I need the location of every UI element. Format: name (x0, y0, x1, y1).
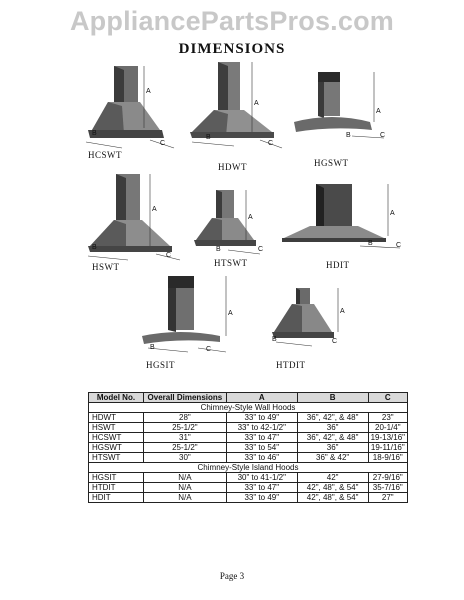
cell-c: 27" (368, 493, 407, 503)
dim-a: A (376, 108, 381, 115)
header-model: Model No. (89, 393, 144, 403)
header-b: B (297, 393, 368, 403)
table-row (89, 493, 408, 503)
dim-a: A (248, 214, 253, 221)
hood-label: HTDIT (276, 360, 306, 370)
hood-hgswt (292, 66, 392, 168)
cell-overall: 30" (143, 453, 226, 463)
hood-label: HCSWT (88, 150, 122, 160)
cell-b: 42" (297, 473, 368, 483)
cell-a: 33" to 47" (226, 483, 297, 493)
cell-model: HGSWT (89, 443, 144, 453)
cell-model: HDIT (89, 493, 144, 503)
dim-c: C (268, 140, 274, 147)
cell-overall: 25-1/2" (143, 443, 226, 453)
cell-c: 19-11/16" (368, 443, 407, 453)
cell-b: 36" & 42" (297, 453, 368, 463)
dim-b: B (346, 132, 351, 139)
cell-a: 33" to 47" (226, 433, 297, 443)
cell-a: 33" to 49" (226, 413, 297, 423)
dim-b: B (92, 130, 97, 137)
cell-b: 36", 42", & 48" (297, 413, 368, 423)
dim-b: B (216, 246, 221, 253)
cell-overall: 28" (143, 413, 226, 423)
dim-b: B (206, 134, 211, 141)
dim-c: C (166, 252, 172, 259)
table-row (89, 443, 408, 453)
cell-a: 33" to 46" (226, 453, 297, 463)
page-number: Page 3 (219, 571, 245, 581)
hood-htswt (188, 184, 278, 268)
cell-b: 42", 48", & 54" (297, 493, 368, 503)
cell-c: 27-9/16" (368, 473, 407, 483)
dim-c: C (380, 132, 386, 139)
group-title: Chimney-Style Wall Hoods (89, 403, 408, 413)
dim-c: C (332, 338, 338, 345)
hood-label: HDIT (326, 260, 350, 270)
cell-b: 36", 42", & 48" (297, 433, 368, 443)
dim-a: A (390, 210, 395, 217)
hood-hdwt (186, 58, 286, 172)
cell-c: 35-7/16" (368, 483, 407, 493)
dim-b: B (368, 240, 373, 247)
cell-a: 33" to 49" (226, 493, 297, 503)
hood-hswt (84, 170, 184, 270)
cell-model: HSWT (89, 423, 144, 433)
cell-model: HGSIT (89, 473, 144, 483)
cell-a: 33" to 54" (226, 443, 297, 453)
header-overall: Overall Dimensions (143, 393, 226, 403)
dim-c: C (206, 346, 212, 353)
hood-label: HSWT (92, 262, 120, 272)
cell-c: 23" (368, 413, 407, 423)
cell-b: 42", 48", & 54" (297, 483, 368, 493)
header-a: A (226, 393, 297, 403)
hood-hgsit (140, 272, 240, 368)
dim-a: A (152, 206, 157, 213)
cell-overall: N/A (143, 483, 226, 493)
page-title: DIMENSIONS (178, 41, 286, 57)
hood-label: HDWT (218, 162, 247, 172)
table-row (89, 453, 408, 463)
cell-b: 36" (297, 443, 368, 453)
dim-c: C (160, 140, 166, 147)
header-c: C (368, 393, 407, 403)
cell-c: 20-1/4" (368, 423, 407, 433)
watermark: AppliancePartsPros.com (69, 6, 394, 36)
cell-a: 30" to 41-1/2" (226, 473, 297, 483)
table-row (89, 483, 408, 493)
cell-model: HCSWT (89, 433, 144, 443)
dim-a: A (340, 308, 345, 315)
table-row (89, 473, 408, 483)
cell-overall: 31" (143, 433, 226, 443)
table-row (89, 423, 408, 433)
cell-overall: 25-1/2" (143, 423, 226, 433)
group-title: Chimney-Style Island Hoods (89, 463, 408, 473)
cell-model: HTSWT (89, 453, 144, 463)
cell-c: 18-9/16" (368, 453, 407, 463)
cell-b: 36" (297, 423, 368, 433)
cell-overall: N/A (143, 473, 226, 483)
cell-model: HDWT (89, 413, 144, 423)
dim-a: A (228, 310, 233, 317)
dim-a: A (254, 100, 259, 107)
hood-label: HGSWT (314, 158, 349, 168)
hood-hcswt (78, 58, 188, 160)
hood-label: HTSWT (214, 258, 248, 268)
group-row (89, 403, 408, 413)
dim-b: B (92, 244, 97, 251)
cell-a: 33" to 42-1/2" (226, 423, 297, 433)
group-row (89, 463, 408, 473)
cell-model: HTDIT (89, 483, 144, 493)
dim-b: B (150, 344, 155, 351)
table-row (89, 433, 408, 443)
dim-c: C (396, 242, 402, 249)
dimensions-table (88, 392, 408, 503)
cell-c: 19-13/16" (368, 433, 407, 443)
hood-htdit (262, 284, 352, 370)
dim-c: C (258, 246, 264, 253)
cell-overall: N/A (143, 493, 226, 503)
table-header-row (89, 393, 408, 403)
hood-label: HGSIT (146, 360, 175, 370)
dim-a: A (146, 88, 151, 95)
dim-b: B (272, 336, 277, 343)
table-row (89, 413, 408, 423)
hood-hdit (280, 180, 406, 270)
